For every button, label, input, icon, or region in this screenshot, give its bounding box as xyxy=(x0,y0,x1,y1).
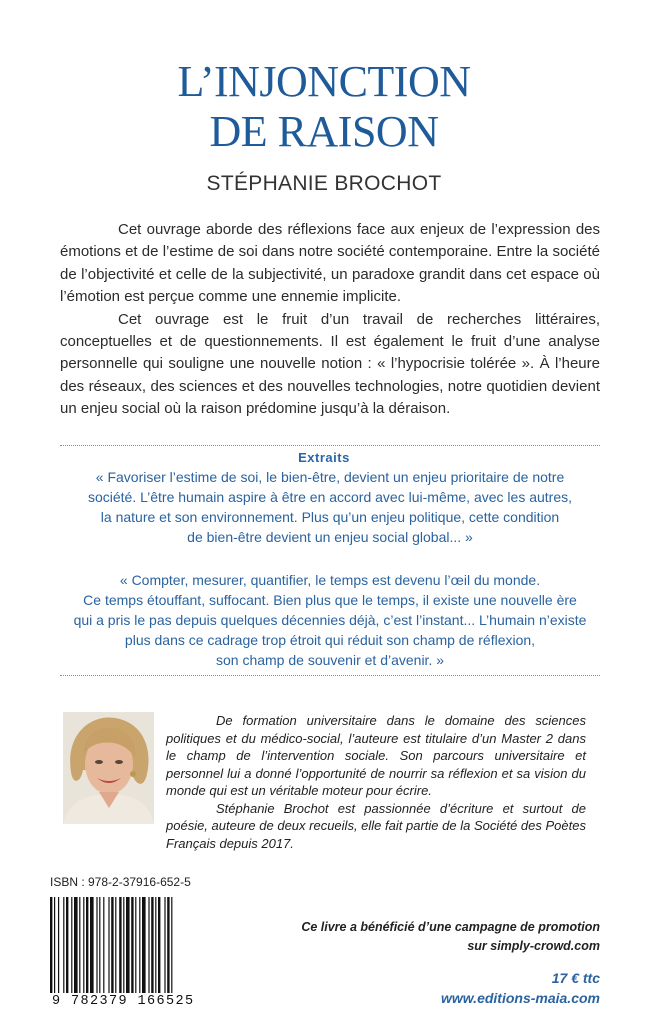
book-title-line-1: L’INJONCTION xyxy=(177,57,471,106)
book-description xyxy=(60,219,600,421)
promotion-line-1: Ce livre a bénéficié d’une campagne de promotion xyxy=(301,920,600,934)
extrait-quote-1 xyxy=(70,467,590,547)
author-photo xyxy=(63,712,154,824)
quote-line: plus dans ce cadrage trop étroit qui réduit son champ de réflexion, xyxy=(124,632,536,648)
quote-line: « Compter, mesurer, quantifier, le temps est devenu l’œil du monde. xyxy=(119,572,541,588)
bio-paragraph: Stéphanie Brochot est passionnée d’écriture et surtout de poésie, auteure de deux recueils, elle fait partie de la Société des Poètes Français depuis 2017. xyxy=(166,800,586,851)
quote-line: la nature et son environnement. Plus qu’un enjeu politique, cette condition xyxy=(100,509,560,525)
description-paragraph: Cet ouvrage est le fruit d’un travail de recherches littéraires, conceptuelles et de questionnements. Il est également le fruit d’une analyse personnelle qui souligne une nouvelle notion : « l’hypocrisie tolérée ». À l’heure des réseaux, des sciences et des nouvelles technologies, notre quotidien devient un enjeu social où la raison prédomine jusqu’à la déraison. xyxy=(60,310,600,418)
author-bio xyxy=(166,712,586,852)
divider-bottom xyxy=(60,675,600,676)
quote-line: son champ de souvenir et d’avenir. » xyxy=(215,652,445,668)
barcode xyxy=(50,897,202,993)
publisher-website: www.editions-maia.com xyxy=(441,990,600,1006)
quote-line: de bien-être devient un enjeu social global... » xyxy=(187,529,473,545)
isbn-label: ISBN : 978-2-37916-652-5 xyxy=(50,875,191,889)
description-paragraph: Cet ouvrage aborde des réflexions face aux enjeux de l’expression des émotions et de l’estime de soi dans notre société contemporaine. Entre la société de l’objectivité et celle de la subjectivité, un paradoxe grandit dans cet espace où l’émotion est perçue comme une ennemie implicite. xyxy=(60,221,600,306)
bio-paragraph: De formation universitaire dans le domaine des sciences politiques et du médico-social, l’auteure est titulaire d’un Master 2 dans le champ de l’intervention sociale. Son parcours universitaire et personnel lui a donné l’opportunité de nourrir sa réflexion et sa vision du monde qui est un véritable moteur pour écrire. xyxy=(166,713,586,798)
barcode-number: 9 782379 166525 xyxy=(52,994,195,1009)
quote-line: « Favoriser l’estime de soi, le bien-être, devient un enjeu prioritaire de notre xyxy=(95,469,565,485)
quote-line: qui a pris le pas depuis quelques décennies déjà, c’est l’instant... L’humain n’existe xyxy=(73,612,587,628)
author-name: STÉPHANIE BROCHOT xyxy=(206,172,442,195)
extrait-quote-2 xyxy=(70,570,590,670)
book-title-line-2: DE RAISON xyxy=(209,107,439,156)
divider-top xyxy=(60,445,600,446)
promotion-line-2: sur simply-crowd.com xyxy=(467,939,600,953)
promotion-note xyxy=(301,918,600,956)
quote-line: société. L’être humain aspire à être en accord avec lui-même, avec les autres, xyxy=(87,489,573,505)
extraits-heading: Extraits xyxy=(298,450,350,465)
price: 17 € ttc xyxy=(551,970,600,986)
quote-line: Ce temps étouffant, suffocant. Bien plus que le temps, il existe une nouvelle ère xyxy=(83,592,577,608)
